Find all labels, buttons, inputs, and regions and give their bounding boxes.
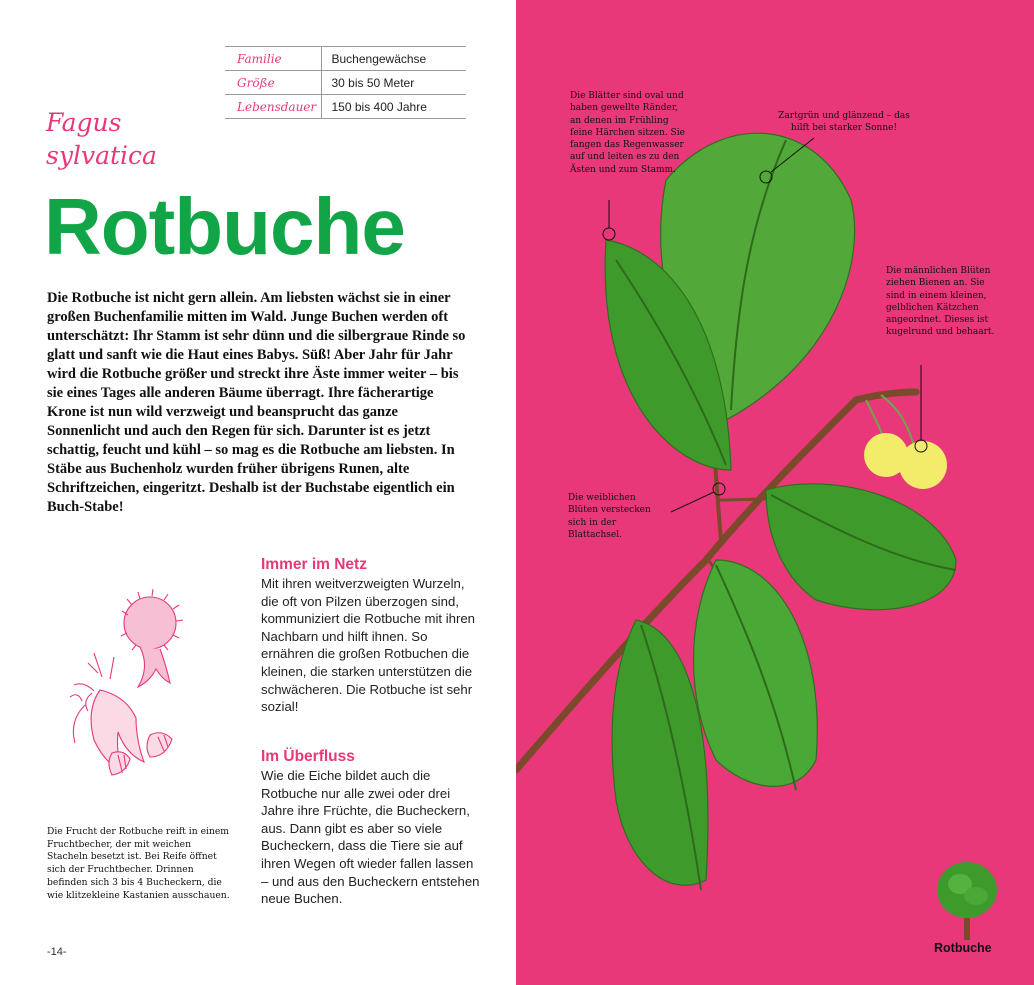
tree-label: Rotbuche [934,941,992,955]
section-abundance [261,747,481,908]
intro-text: Die Rotbuche ist nicht gern allein. Am liebsten wächst sie in einer großen Buchenfamilie mitten im Wald. Junge Buchen werden oft unterschätzt: Ihr Stamm ist sehr dünn und die silbergraue Rinde so glatt und sanft wie die Haut eines Babys. Süß! Aber Jahr für Jahr wird die Rotbuche größer und streckt ihre Äste immer weiter – bis sie eines Tages alle anderen Bäume überragt. Ihre fächerartige Krone ist nun wild verzweigt und beansprucht das ganze Sonnenlicht und auch den Regen für sich. Darunter ist es jetzt schattig, feucht und kühl – so mag es die Rotbuche am liebsten. In Stäbe aus Buchenholz wurden früher übrigens Runen, alte Schriftzeichen, eingeritzt. Deshalb ist der Buchstabe eigentlich ein Buch-Stabe! [47,290,466,515]
page-title: Rotbuche [44,182,405,271]
page-number: -14- [47,946,67,958]
right-page [516,0,1034,985]
fact-value: 30 bis 50 Meter [321,71,466,95]
fact-key: Größe [225,71,321,95]
fact-key: Lebensdauer [225,95,321,119]
fact-value: Buchengewächse [321,47,466,71]
fruit-caption: Die Frucht der Rotbuche reift in einem Fruchtbecher, der mit weichen Stacheln besetzt ist. Bei Reife öffnet sich der Fruchtbecher. Drinnen befinden sich 3 bis 4 Bucheckern, die wie klitzekleine Kastanien ausschauen. [47,826,230,901]
left-page [0,0,516,985]
section-heading: Immer im Netz [261,556,367,573]
fact-row [225,47,466,71]
fact-table [225,46,466,119]
section-text: Mit ihren weitverzweigten Wurzeln, die oft von Pilzen überzogen sind, kommuniziert die Rotbuche mit ihren Nachbarn und hilft ihnen. So ernähren die großen Rotbuchen die kleinen, die starken unterstützen die schwächeren. Die Rotbuche ist sehr sozial! [261,576,476,715]
section-text: Wie die Eiche bildet auch die Rotbuche nur alle zwei oder drei Jahre ihre Früchte, die Bucheckern, aus. Dann gibt es aber so viele Bucheckern, dass die Tiere sie auf ihren Wegen oft wieder fallen lassen – und aus den Bucheckern entstehen neue Buchen. [261,768,480,907]
annotation-leaves: Die Blätter sind oval und haben gewellte Ränder, an denen im Frühling feine Härchen sitzen. Sie fangen das Regenwasser auf und leiten es zu den Ästen und zum Stamm. [570,91,685,175]
fact-key: Familie [225,47,321,71]
annotation-female-flowers: Die weiblichen Blüten verstecken sich in der Blattachsel. [568,493,651,540]
fact-value: 150 bis 400 Jahre [321,95,466,119]
beech-fruit-illustration [40,585,200,785]
tree-icon [934,858,1000,943]
fact-row [225,71,466,95]
latin-name [46,106,157,172]
latin-species: sylvatica [46,141,157,170]
annotation-male-flowers: Die männlichen Blüten ziehen Bienen an. Sie sind in einem kleinen, gelblichen Kätzchen angeordnet. Dieses ist kugelrund und behaart. [886,266,995,338]
section-network [261,555,481,716]
latin-genus: Fagus [46,108,122,137]
section-heading: Im Überfluss [261,748,355,765]
annotation-color: Zartgrün und glänzend – das hilft bei starker Sonne! [778,111,910,134]
fact-row [225,95,466,119]
